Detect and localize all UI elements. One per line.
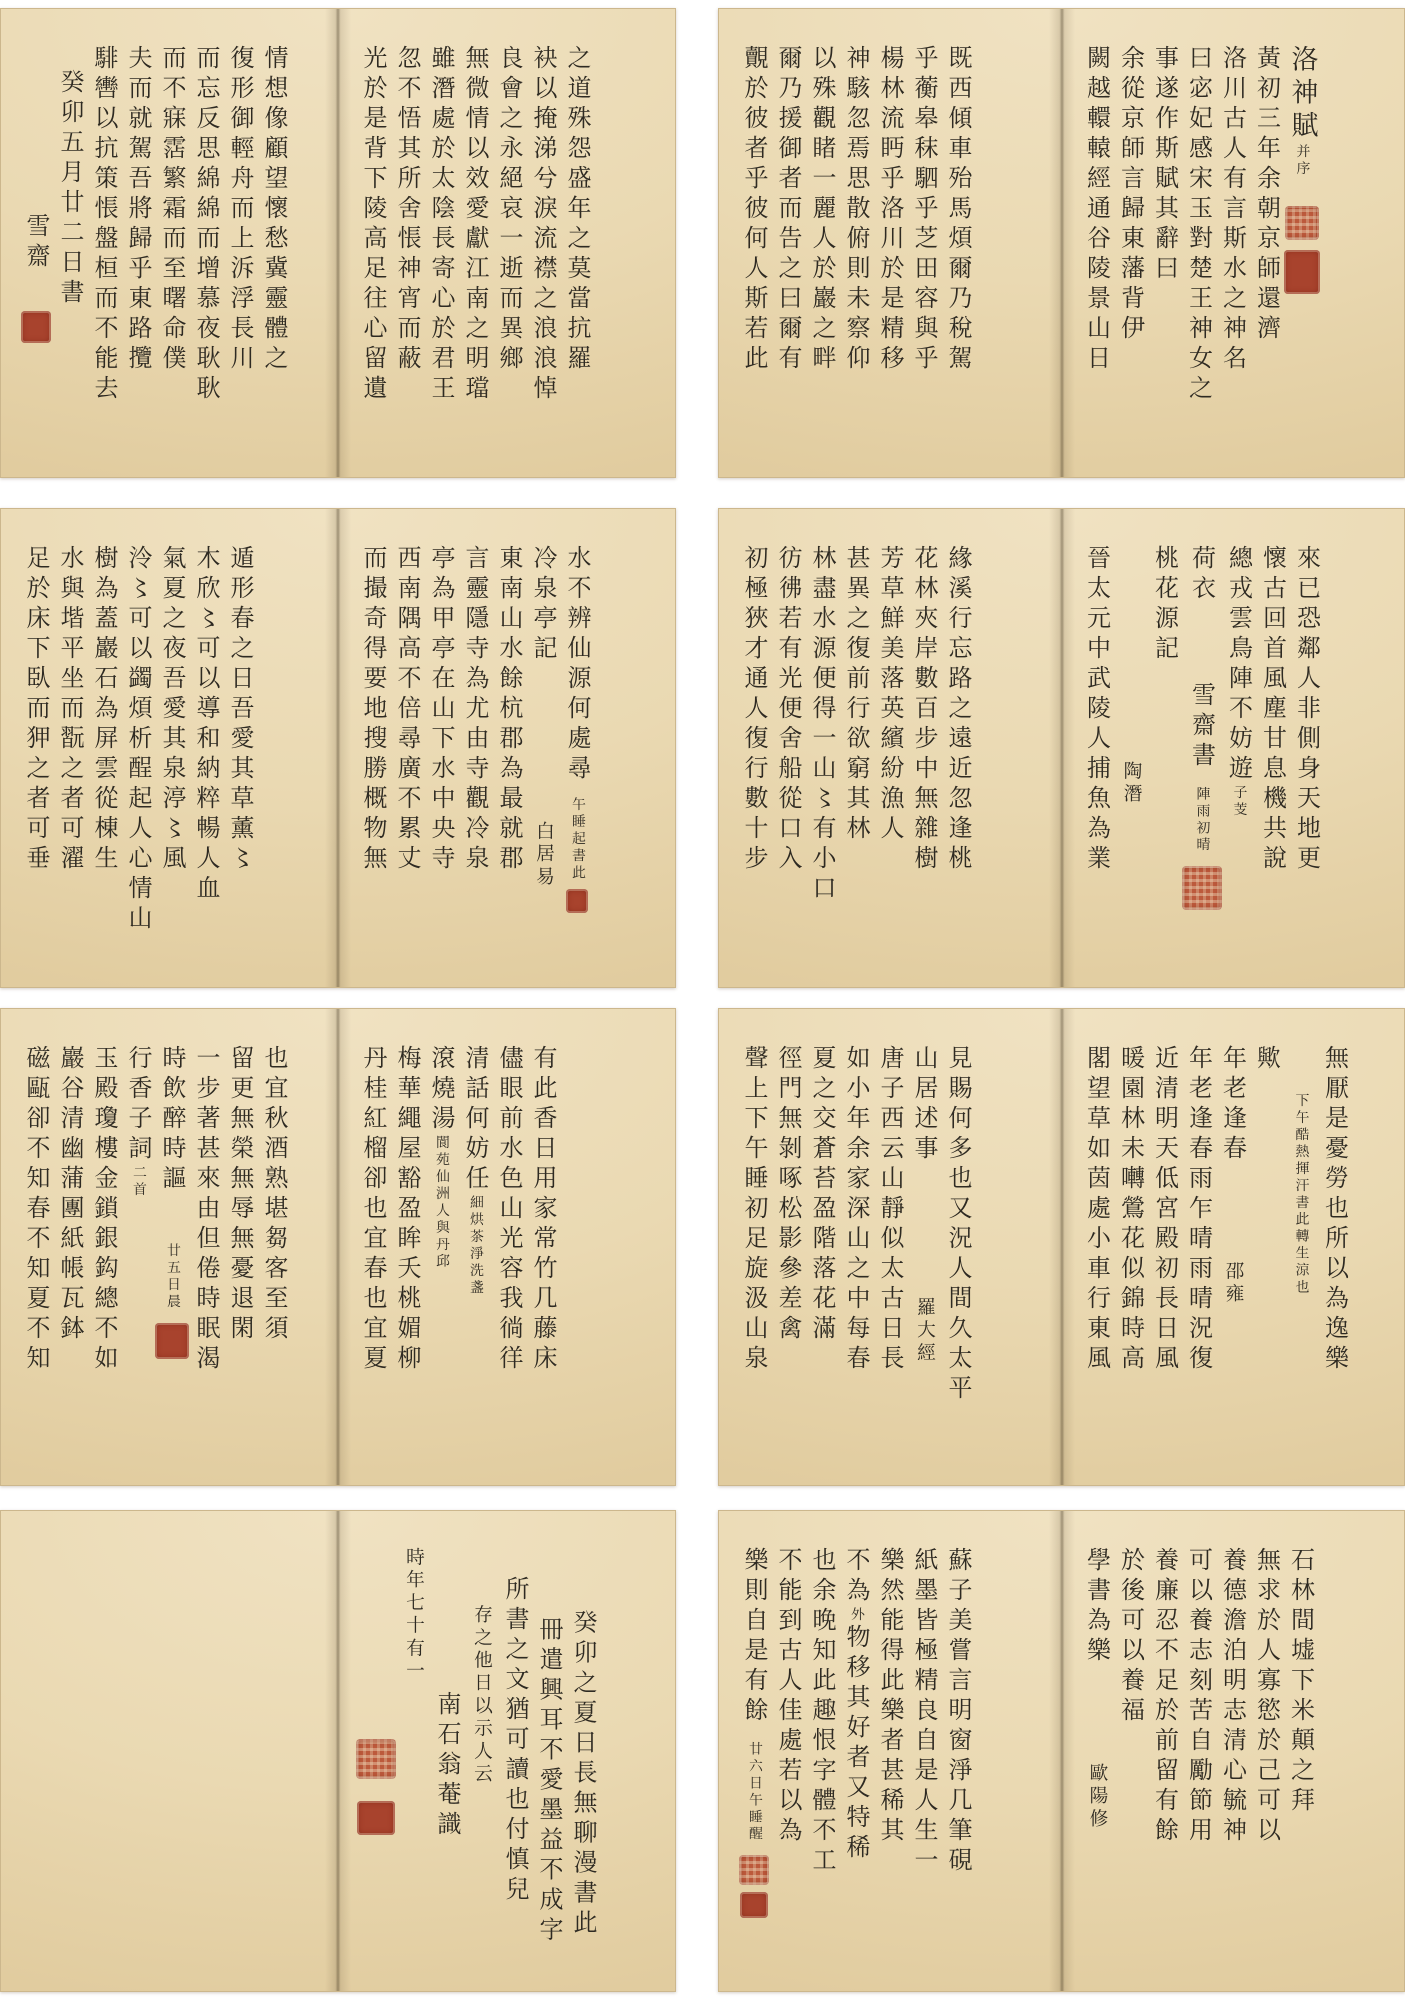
- text-columns: [338, 509, 618, 987]
- text-column: [87, 1045, 121, 1457]
- calligraphy-text: 夏之交蒼苔盈階落花滿: [808, 1045, 836, 1345]
- text-column: [1256, 545, 1290, 959]
- text-column: [1216, 45, 1250, 449]
- calligraphy-text: 忽不悟其所舍悵神宵而蔽: [393, 45, 421, 375]
- calligraphy-text: 閬苑仙洲人與丹邱: [433, 1135, 449, 1271]
- text-column: [737, 45, 771, 449]
- text-columns: [719, 9, 999, 477]
- text-column: [424, 45, 458, 449]
- text-column: [1182, 1547, 1216, 1963]
- text-column: [1216, 1547, 1250, 1963]
- text-columns: [1062, 509, 1348, 987]
- text-column: [1216, 1045, 1250, 1457]
- seal-stamp-icon: [1284, 250, 1320, 294]
- calligraphy-text: 樂然能得此樂者甚稀其: [876, 1547, 904, 1847]
- album-leaf-r2-right: [718, 508, 1405, 988]
- calligraphy-text: 時飲醉時謳: [158, 1045, 186, 1195]
- calligraphy-text: 事遂作斯賦其辭曰: [1150, 45, 1179, 285]
- calligraphy-text: 覿於彼者乎彼何人斯若此: [740, 45, 768, 375]
- text-column: [873, 545, 907, 959]
- seal-stamp-icon: [1285, 206, 1319, 240]
- calligraphy-text: 不為: [842, 1547, 870, 1607]
- text-column: [458, 1045, 492, 1457]
- text-column: [1250, 45, 1284, 449]
- calligraphy-text: 冷泉亭記: [529, 545, 557, 665]
- text-column: [526, 1045, 560, 1457]
- calligraphy-text: 來已恐鄰人非側身天地更: [1292, 545, 1321, 875]
- calligraphy-text: 夫而就駕吾將歸乎東路攬: [124, 45, 152, 375]
- text-column: [907, 545, 941, 959]
- calligraphy-text: 物移其好者又特稀: [842, 1623, 870, 1864]
- r1-right-right-page: [1062, 9, 1405, 477]
- calligraphy-text: 養德澹泊明志清心毓神: [1218, 1547, 1247, 1847]
- calligraphy-text: 光於是背下陵高足往心留遺: [359, 45, 387, 405]
- text-column: [839, 545, 873, 959]
- calligraphy-text: 二首: [130, 1165, 146, 1199]
- text-columns: [338, 9, 618, 477]
- album-leaf-r3-right: [718, 1008, 1405, 1486]
- text-column: [1114, 1547, 1148, 1963]
- album-leaf-r1-right: [718, 8, 1405, 478]
- text-column: [907, 45, 941, 449]
- text-column: [771, 45, 805, 449]
- text-column: [223, 1045, 257, 1457]
- text-column: [121, 45, 155, 449]
- calligraphy-text: 子芰: [1230, 785, 1247, 819]
- r4-left-left-page: [1, 1511, 338, 1991]
- text-column: [1222, 545, 1256, 959]
- r1-left-left-page: [1, 9, 338, 477]
- r2-left-right-page: [338, 509, 675, 987]
- calligraphy-text: 見賜何多也又況人間久太平: [944, 1045, 972, 1405]
- calligraphy-text: 年老逢春雨乍晴雨晴況復: [1184, 1045, 1213, 1375]
- calligraphy-text: 雖潛處於太陰長寄心於君王: [427, 45, 455, 405]
- calligraphy-text: 下午酷熱揮汗書此轉生涼也: [1292, 1093, 1309, 1297]
- text-column: [356, 1045, 390, 1457]
- calligraphy-text: 所書之文猶可讀也付慎兒: [501, 1575, 529, 1906]
- text-column: [19, 1045, 53, 1457]
- seal-stamp-icon: [155, 1323, 189, 1359]
- text-column: [907, 1547, 941, 1963]
- calligraphy-text: 冊遣興耳不愛墨益不成字: [535, 1616, 563, 1947]
- calligraphy-text: 廿六日午睡醒: [746, 1741, 762, 1843]
- calligraphy-text: 可以養志刻苦自勵節用: [1184, 1547, 1213, 1847]
- album-leaf-r4-left: [0, 1510, 676, 1992]
- calligraphy-text: 丹桂紅榴卻也宜春也宜夏: [359, 1045, 387, 1375]
- text-column: [356, 45, 390, 449]
- calligraphy-text: 巖谷清幽蒲團紙帳瓦鉢: [56, 1045, 84, 1345]
- calligraphy-text: 無微情以效愛獻江南之明璫: [461, 45, 489, 405]
- calligraphy-text: 以殊觀睹一麗人於巖之畔: [808, 45, 836, 375]
- calligraphy-text: 蘇子美嘗言明窗淨几筆硯: [944, 1547, 972, 1877]
- text-column: [1284, 1045, 1318, 1457]
- calligraphy-text: 學書為樂: [1082, 1547, 1111, 1667]
- text-column: [356, 545, 390, 959]
- calligraphy-text: 樂則自是有餘: [740, 1547, 768, 1727]
- text-column: [189, 1045, 223, 1457]
- text-column: [737, 545, 771, 959]
- seal-stamp-icon: [356, 1739, 396, 1779]
- calligraphy-text: 行香子詞: [124, 1045, 152, 1165]
- album-leaf-r2-left: [0, 508, 676, 988]
- r2-left-left-page: [1, 509, 338, 987]
- calligraphy-text: 有此香日用家常竹几藤床: [529, 1045, 557, 1375]
- text-column: [1148, 45, 1182, 449]
- text-column: [396, 1547, 464, 1963]
- calligraphy-text: 初極狹才通人復行數十步: [740, 545, 768, 875]
- text-column: [1114, 1045, 1148, 1457]
- calligraphy-text: 陣雨初晴: [1193, 786, 1210, 854]
- calligraphy-text: 陶潛: [1120, 761, 1142, 807]
- r3-right-left-page: [719, 1009, 1062, 1485]
- text-column: [560, 545, 594, 959]
- text-column: [155, 45, 189, 449]
- calligraphy-text: 并序: [1293, 143, 1310, 178]
- seal-stamp-icon: [357, 1801, 395, 1835]
- text-column: [805, 545, 839, 959]
- text-column: [189, 45, 223, 449]
- r4-left-right-page: [338, 1511, 675, 1991]
- calligraphy-text: 養廉忍不足於前留有餘: [1150, 1547, 1179, 1847]
- calligraphy-text: 石林間墟下米顛之拜: [1286, 1547, 1315, 1817]
- text-column: [873, 1045, 907, 1457]
- text-column: [1290, 545, 1324, 959]
- calligraphy-text: 歟: [1252, 1045, 1281, 1075]
- calligraphy-text: 邵雍: [1222, 1261, 1244, 1307]
- calligraphy-text: 爾乃援御者而告之曰爾有: [774, 45, 802, 375]
- calligraphy-text: 年老逢春: [1218, 1045, 1247, 1165]
- r1-left-right-page: [338, 9, 675, 477]
- calligraphy-text: 時年七十有一: [403, 1547, 424, 1684]
- calligraphy-text: 不能到古人佳處若以為: [774, 1547, 802, 1847]
- album-leaf-r3-left: [0, 1008, 676, 1486]
- calligraphy-text: 木欣〻可以導和納粹暢人血: [192, 545, 220, 905]
- calligraphy-text: 亭為甲亭在山下水中央寺: [427, 545, 455, 875]
- calligraphy-text: 闕越轘轅經通谷陵景山日: [1082, 45, 1111, 375]
- calligraphy-text: 唐子西云山靜似太古日長: [876, 1045, 904, 1375]
- text-column: [1080, 1547, 1114, 1963]
- calligraphy-text: 洛神賦: [1286, 45, 1318, 144]
- seal-stamp-icon: [21, 311, 51, 343]
- seal-stamp-icon: [566, 889, 588, 913]
- calligraphy-text: 袂以掩涕兮淚流襟之浪浪悼: [529, 45, 557, 405]
- text-column: [532, 1547, 566, 1963]
- calligraphy-text: 於後可以養福: [1116, 1547, 1145, 1727]
- text-column: [390, 545, 424, 959]
- calligraphy-text: 懷古回首風塵甘息機共說: [1258, 545, 1287, 875]
- calligraphy-text: 余從京師言歸東藩背伊: [1116, 45, 1145, 345]
- album-leaf-r1-left: [0, 8, 676, 478]
- text-column: [390, 1045, 424, 1457]
- calligraphy-text: 芳草鮮美落英繽紛漁人: [876, 545, 904, 845]
- text-columns: [719, 509, 999, 987]
- calligraphy-text: 黃初三年余朝京師還濟: [1252, 45, 1281, 345]
- text-column: [155, 545, 189, 959]
- text-column: [257, 1045, 291, 1457]
- calligraphy-text: 而撮奇得要地搜勝概物無: [359, 545, 387, 875]
- text-column: [1284, 1547, 1318, 1963]
- calligraphy-text: 紙墨皆極精良自是人生一: [910, 1547, 938, 1877]
- text-columns: [338, 1009, 584, 1485]
- text-column: [1284, 45, 1320, 449]
- calligraphy-text: 也余晚知此趣恨字體不工: [808, 1547, 836, 1877]
- calligraphy-text: 也宜秋酒熟堪芻客至須: [260, 1045, 288, 1345]
- calligraphy-text: 樹為蓋巖石為屏雲從棟生: [90, 545, 118, 875]
- text-column: [839, 1547, 873, 1963]
- text-column: [941, 45, 975, 449]
- calligraphy-text: 暖園林未囀鶯花似錦時高: [1116, 1045, 1145, 1375]
- calligraphy-text: 緣溪行忘路之遠近忽逢桃: [944, 545, 972, 875]
- calligraphy-text: 癸卯之夏日長無聊漫書此: [569, 1609, 597, 1940]
- seal-stamp-icon: [739, 1855, 769, 1885]
- text-column: [560, 45, 594, 449]
- text-column: [1148, 1045, 1182, 1457]
- calligraphy-text: 留更無榮無辱無憂退閑: [226, 1045, 254, 1345]
- calligraphy-text: 羅大經: [914, 1297, 935, 1366]
- calligraphy-text: 一步著甚來由但倦時眠渴: [192, 1045, 220, 1375]
- calligraphy-text: 梅華繩屋豁盈眸夭桃媚柳: [393, 1045, 421, 1375]
- text-column: [805, 1547, 839, 1963]
- text-column: [1182, 1045, 1216, 1457]
- text-column: [257, 45, 291, 449]
- calligraphy-text: 細烘茶淨洗盞: [467, 1195, 483, 1297]
- text-column: [155, 1045, 189, 1457]
- calligraphy-text: 玉殿瓊樓金鎖銀鈎總不如: [90, 1045, 118, 1375]
- text-column: [121, 545, 155, 959]
- calligraphy-text: 儘眼前水色山光容我徜徉: [495, 1045, 523, 1375]
- calligraphy-text: 存之他日以示人云: [471, 1604, 492, 1787]
- r3-left-right-page: [338, 1009, 675, 1485]
- text-column: [771, 545, 805, 959]
- text-column: [53, 1045, 87, 1457]
- text-columns: [719, 1511, 999, 1991]
- text-column: [19, 45, 53, 449]
- calligraphy-text: 癸卯五月廿二日書: [56, 69, 84, 309]
- text-column: [1080, 545, 1114, 959]
- calligraphy-text: 近清明天低宮殿初長日風: [1150, 1045, 1179, 1375]
- text-column: [53, 45, 87, 449]
- text-column: [771, 1547, 805, 1963]
- calligraphy-text: 如小年余家深山之中每春: [842, 1045, 870, 1375]
- text-column: [223, 545, 257, 959]
- text-column: [566, 1547, 600, 1963]
- text-column: [1080, 1045, 1114, 1457]
- r2-right-left-page: [719, 509, 1062, 987]
- r3-left-left-page: [1, 1009, 338, 1485]
- calligraphy-text: 磁甌卻不知春不知夏不知: [22, 1045, 50, 1375]
- text-columns: [1, 509, 281, 987]
- calligraphy-text: 水與堦平坐而翫之者可濯: [56, 545, 84, 875]
- text-column: [737, 1045, 771, 1457]
- calligraphy-text: 良會之永絕哀一逝而異鄉: [495, 45, 523, 375]
- calligraphy-text: 無厭是憂勞也所以為逸樂: [1320, 1045, 1349, 1375]
- calligraphy-text: 滾燒湯: [427, 1045, 455, 1135]
- calligraphy-text: 桃花源記: [1150, 545, 1179, 665]
- text-column: [1114, 45, 1148, 449]
- seal-stamp-icon: [1182, 866, 1222, 910]
- r4-right-left-page: [719, 1511, 1062, 1991]
- calligraphy-text: 無求於人寡慾於己可以: [1252, 1547, 1281, 1847]
- calligraphy-text: 雪齋書: [1187, 681, 1216, 772]
- text-column: [805, 45, 839, 449]
- calligraphy-text: 清話何妨任: [461, 1045, 489, 1195]
- calligraphy-text: 午睡起書此: [569, 797, 585, 882]
- text-column: [1114, 545, 1148, 959]
- calligraphy-text: 南石翁菴識: [433, 1691, 461, 1841]
- text-column: [87, 45, 121, 449]
- text-column: [19, 545, 53, 959]
- text-column: [1250, 1045, 1284, 1457]
- calligraphy-text: 晉太元中武陵人捕魚為業: [1082, 545, 1111, 875]
- calligraphy-text: 外: [848, 1607, 864, 1624]
- text-column: [424, 545, 458, 959]
- text-column: [356, 1547, 396, 1963]
- text-column: [1182, 45, 1216, 449]
- text-column: [458, 45, 492, 449]
- text-columns: [1062, 9, 1344, 477]
- text-column: [1080, 45, 1114, 449]
- text-column: [737, 1547, 771, 1963]
- text-column: [839, 1045, 873, 1457]
- text-column: [907, 1045, 941, 1457]
- text-column: [526, 45, 560, 449]
- text-column: [492, 45, 526, 449]
- text-columns: [338, 1511, 624, 1991]
- calligraphy-text: 既西傾車殆馬煩爾乃稅駕: [944, 45, 972, 375]
- calligraphy-text: 氣夏之夜吾愛其泉渟〻風: [158, 545, 186, 875]
- calligraphy-text: 白居易: [533, 821, 554, 890]
- calligraphy-text: 閣望草如茵處小車行東風: [1082, 1045, 1111, 1375]
- calligraphy-text: 雪齋: [22, 213, 50, 273]
- text-column: [189, 545, 223, 959]
- calligraphy-text: 東南山水餘杭郡為最就郡: [495, 545, 523, 875]
- text-column: [121, 1045, 155, 1457]
- text-column: [458, 545, 492, 959]
- calligraphy-text: 足於床下臥而狎之者可垂: [22, 545, 50, 875]
- calligraphy-text: 歐陽修: [1086, 1763, 1108, 1832]
- calligraphy-text: 甚異之復前行欲窮其林: [842, 545, 870, 845]
- text-column: [492, 1045, 526, 1457]
- calligraphy-text: 總戎雲鳥陣不妨遊: [1224, 545, 1253, 785]
- text-column: [464, 1547, 498, 1963]
- calligraphy-text: 曰宓妃感宋玉對楚王神女之: [1184, 45, 1213, 405]
- text-column: [941, 545, 975, 959]
- calligraphy-text: 復形御輕舟而上泝浮長川: [226, 45, 254, 375]
- r4-right-right-page: [1062, 1511, 1405, 1991]
- calligraphy-text: 彷彿若有光便舍船從口入: [774, 545, 802, 875]
- text-column: [223, 45, 257, 449]
- text-column: [941, 1045, 975, 1457]
- text-column: [1148, 1547, 1182, 1963]
- text-column: [526, 545, 560, 959]
- calligraphy-text: 遁形春之日吾愛其草薰〻: [226, 545, 254, 875]
- calligraphy-text: 神駭忽焉思散俯則未察仰: [842, 45, 870, 375]
- calligraphy-text: 之道殊怨盛年之莫當抗羅: [563, 45, 591, 375]
- text-column: [498, 1547, 532, 1963]
- text-columns: [1062, 1009, 1376, 1485]
- calligraphy-text: 楊林流眄乎洛川於是精移: [876, 45, 904, 375]
- text-column: [771, 1045, 805, 1457]
- calligraphy-text: 而不寐霑繁霜而至曙命僕: [158, 45, 186, 375]
- text-column: [873, 1547, 907, 1963]
- text-column: [1182, 545, 1222, 959]
- text-columns: [1062, 1511, 1342, 1991]
- text-column: [87, 545, 121, 959]
- calligraphy-text: 泠〻可以蠲煩析酲起人心情山: [124, 545, 152, 935]
- album-leaf-r4-right: [718, 1510, 1405, 1992]
- text-column: [839, 45, 873, 449]
- text-column: [1148, 545, 1182, 959]
- calligraphy-text: 林盡水源便得一山〻有小口: [808, 545, 836, 905]
- text-column: [941, 1547, 975, 1963]
- text-columns: [1, 1511, 43, 1991]
- text-column: [805, 1045, 839, 1457]
- text-column: [873, 45, 907, 449]
- r2-right-right-page: [1062, 509, 1405, 987]
- calligraphy-text: 情想像顧望懷愁冀靈體之: [260, 45, 288, 375]
- calligraphy-text: 言靈隱寺為尤由寺觀冷泉: [461, 545, 489, 875]
- calligraphy-text: 騑轡以抗策悵盤桓而不能去: [90, 45, 118, 405]
- calligraphy-text: 水不辨仙源何處尋: [563, 545, 591, 785]
- calligraphy-text: 山居述事: [910, 1045, 938, 1165]
- calligraphy-text: 洛川古人有言斯水之神名: [1218, 45, 1247, 375]
- calligraphy-text: 聲上下午睡初足旋汲山泉: [740, 1045, 768, 1375]
- calligraphy-text: 徑門無剝啄松影參差禽: [774, 1045, 802, 1345]
- text-column: [53, 545, 87, 959]
- r1-right-left-page: [719, 9, 1062, 477]
- calligraphy-text: 廿五日晨: [164, 1243, 180, 1311]
- r3-right-right-page: [1062, 1009, 1405, 1485]
- calligraphy-text: 而忘反思綿綿而增慕夜耿耿: [192, 45, 220, 405]
- text-column: [390, 45, 424, 449]
- text-columns: [1, 9, 315, 477]
- seal-stamp-icon: [740, 1892, 768, 1918]
- calligraphy-text: 花林夾岸數百步中無雜樹: [910, 545, 938, 875]
- text-column: [424, 1045, 458, 1457]
- calligraphy-text: 西南隅高不倍尋廣不累丈: [393, 545, 421, 875]
- text-column: [1318, 1045, 1352, 1457]
- text-column: [492, 545, 526, 959]
- text-columns: [719, 1009, 999, 1485]
- calligraphy-text: 荷衣: [1187, 545, 1216, 605]
- text-columns: [1, 1009, 315, 1485]
- calligraphy-text: 乎蘅皋秣駟乎芝田容與乎: [910, 45, 938, 375]
- text-column: [1250, 1547, 1284, 1963]
